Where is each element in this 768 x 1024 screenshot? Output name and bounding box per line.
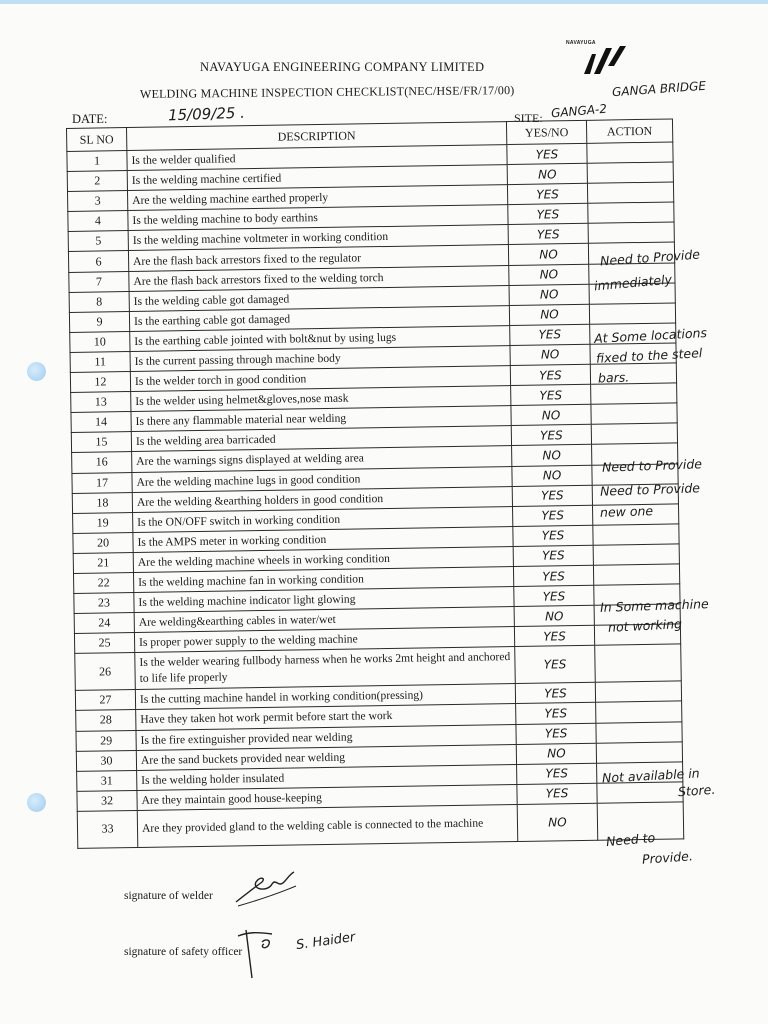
description-cell: Is the welding machine fan in working condition [133,566,513,592]
top-color-band [0,0,768,4]
sl-no-cell: 9 [69,311,129,332]
action-cell [595,644,682,682]
sl-no-cell: 25 [74,633,134,654]
yes-no-cell: YES [508,224,588,245]
column-header: SL NO [67,128,127,152]
action-note: not working [607,616,683,635]
sl-no-cell: 27 [75,690,135,711]
column-header: YES/NO [506,120,586,144]
yes-no-cell: YES [515,646,596,684]
yes-no-cell: NO [510,344,590,365]
description-cell: Is the earthing cable jointed with bolt&nut by using lugs [130,325,510,351]
yes-no-cell: YES [514,626,594,647]
action-note: bars. [597,369,630,386]
action-cell [587,182,673,203]
description-cell: Is the welding machine indicator light glowing [134,587,514,613]
description-cell: Are they maintain good house-keeping [137,784,517,810]
punch-hole [27,793,46,812]
bridge-name: GANGA BRIDGE [611,78,707,100]
description-cell: Is the ON/OFF switch in working condition [133,506,513,532]
yes-no-cell: YES [511,384,591,405]
site-value: GANGA-2 [550,101,608,121]
action-note: Store. [677,781,716,800]
sl-no-cell: 24 [74,613,134,634]
column-header: DESCRIPTION [127,122,507,151]
yes-no-cell: NO [512,465,592,486]
action-note: At Some locations [593,325,708,346]
yes-no-cell: NO [509,264,589,285]
action-cell [593,564,679,585]
yes-no-cell: YES [510,364,590,385]
sl-no-cell: 30 [76,750,136,771]
yes-no-cell: YES [516,703,596,724]
description-cell: Are the flash back arrestors fixed to the regulator [128,245,508,271]
yes-no-cell: NO [511,405,591,426]
description-cell: Are the welding machine lugs in good condition [132,466,512,492]
sl-no-cell: 16 [72,452,132,473]
yes-no-cell: NO [509,304,589,325]
yes-no-cell: NO [517,803,598,841]
logo-mark-icon [582,44,628,78]
action-note: Need to Provide [599,246,701,269]
yes-no-cell: NO [509,284,589,305]
action-cell [591,383,677,404]
description-cell: Are welding&earthing cables in water/wet [134,607,514,633]
yes-no-cell: YES [513,565,593,586]
sl-no-cell: 13 [71,392,131,413]
description-cell: Are the welding machine wheels in working condition [133,546,513,572]
action-cell [593,524,679,545]
description-cell: Is the welder torch in good condition [130,366,510,392]
sl-no-cell: 5 [68,231,128,252]
action-cell [587,162,673,183]
yes-no-cell: YES [512,505,592,526]
action-note: Not available in [601,765,700,786]
officer-signature-label: signature of safety officer [124,946,243,958]
action-cell [591,423,677,444]
action-cell [595,681,681,702]
yes-no-cell: YES [507,184,587,205]
checklist-title: WELDING MACHINE INSPECTION CHECKLIST(NEC/HSE/FR/17/00) [139,83,515,101]
sl-no-cell: 26 [75,653,136,691]
description-cell: Are the warnings signs displayed at welding area [132,446,512,472]
description-cell: Is the cutting machine handel in working condition(pressing) [135,684,515,710]
action-cell [588,202,674,223]
yes-no-cell: YES [517,763,597,784]
description-cell: Is the AMPS meter in working condition [133,526,513,552]
sl-no-cell: 19 [73,512,133,533]
sl-no-cell: 11 [70,351,130,372]
yes-no-cell: YES [507,143,587,164]
yes-no-cell: NO [507,163,587,184]
description-cell: Is the earthing cable got damaged [129,305,509,331]
action-cell [589,303,675,324]
sl-no-cell: 7 [69,271,129,292]
yes-no-cell: YES [514,585,594,606]
action-note: Need to Provide [599,480,701,499]
description-cell: Is there any flammable material near welding [131,406,511,432]
description-cell: Is the welding machine certified [127,165,507,191]
sl-no-cell: 15 [71,432,131,453]
yes-no-cell: YES [508,204,588,225]
yes-no-cell: YES [512,485,592,506]
company-name: NAVAYUGA ENGINEERING COMPANY LIMITED [200,60,485,74]
column-header: ACTION [586,119,672,143]
yes-no-cell: NO [512,445,592,466]
yes-no-cell: YES [511,425,591,446]
description-cell: Is the welder using helmet&gloves,nose mask [131,386,511,412]
description-cell: Is the welding area barricaded [131,426,511,452]
action-note: new one [599,503,654,520]
description-cell: Is the current passing through machine body [130,345,510,371]
yes-no-cell: YES [516,723,596,744]
description-cell: Are the sand buckets provided near welding [136,744,516,770]
action-note: fixed to the steel [595,345,703,366]
action-note: immediately [593,271,673,294]
description-cell: Is the welding machine to body earthins [128,205,508,231]
sl-no-cell: 28 [76,710,136,731]
description-cell: Is the welding machine voltmeter in working condition [128,225,508,251]
yes-no-cell: NO [514,605,594,626]
action-note: In Some machine [599,596,709,615]
sl-no-cell: 17 [72,472,132,493]
description-cell: Is the welding cable got damaged [129,285,509,311]
action-cell [596,742,682,763]
sl-no-cell: 2 [67,171,127,192]
sl-no-cell: 8 [69,291,129,312]
officer-signature-mark [232,922,292,982]
action-cell [587,142,673,163]
company-logo [560,36,630,80]
sl-no-cell: 6 [68,251,128,272]
yes-no-cell: YES [513,545,593,566]
sl-no-cell: 22 [73,572,133,593]
sl-no-cell: 12 [70,372,130,393]
sl-no-cell: 14 [71,412,131,433]
punch-hole [27,362,46,381]
sl-no-cell: 23 [74,593,134,614]
action-cell [588,222,674,243]
description-cell: Is the fire extinguisher provided near welding [136,724,516,750]
welder-signature-mark [232,868,302,908]
yes-no-cell: NO [516,743,596,764]
action-note: Need to Provide [601,456,703,475]
action-note: Provide. [641,848,694,867]
action-cell [593,544,679,565]
action-cell [591,403,677,424]
description-cell: Is the welding holder insulated [137,764,517,790]
sl-no-cell: 10 [70,331,130,352]
officer-name: S. Haider [295,929,357,954]
yes-no-cell: YES [513,525,593,546]
sl-no-cell: 20 [73,532,133,553]
date-label: DATE: [72,112,108,126]
sl-no-cell: 33 [77,810,138,848]
action-cell [596,721,682,742]
sl-no-cell: 32 [77,790,137,811]
sl-no-cell: 18 [72,492,132,513]
site-label: SITE: [514,111,543,125]
sl-no-cell: 4 [68,211,128,232]
description-cell: Is the welder wearing fullbody harness when he works 2mt height and anchored to life life properly [135,647,516,690]
action-cell [596,701,682,722]
sl-no-cell: 1 [67,151,127,172]
description-cell: Are the welding machine earthed properly [127,185,507,211]
sl-no-cell: 29 [76,730,136,751]
yes-no-cell: YES [510,324,590,345]
yes-no-cell: YES [517,783,597,804]
inspection-table [66,118,684,848]
description-cell: Have they taken hot work permit before start the work [136,704,516,730]
logo-text: NAVAYUGA [566,40,596,46]
description-cell: Are the welding &earthing holders in good condition [132,486,512,512]
yes-no-cell: YES [515,683,595,704]
date-value: 15/09/25 . [167,103,246,125]
description-cell: Are they provided gland to the welding cable is connected to the machine [137,804,518,847]
welder-signature-label: signature of welder [124,890,213,902]
sl-no-cell: 3 [68,191,128,212]
sl-no-cell: 31 [77,770,137,791]
sl-no-cell: 21 [73,552,133,573]
action-note: Need to [605,829,656,850]
description-cell: Is the welder qualified [127,145,507,171]
yes-no-cell: NO [508,244,588,265]
description-cell: Is proper power supply to the welding machine [134,627,514,653]
description-cell: Are the flash back arrestors fixed to the welding torch [129,265,509,291]
